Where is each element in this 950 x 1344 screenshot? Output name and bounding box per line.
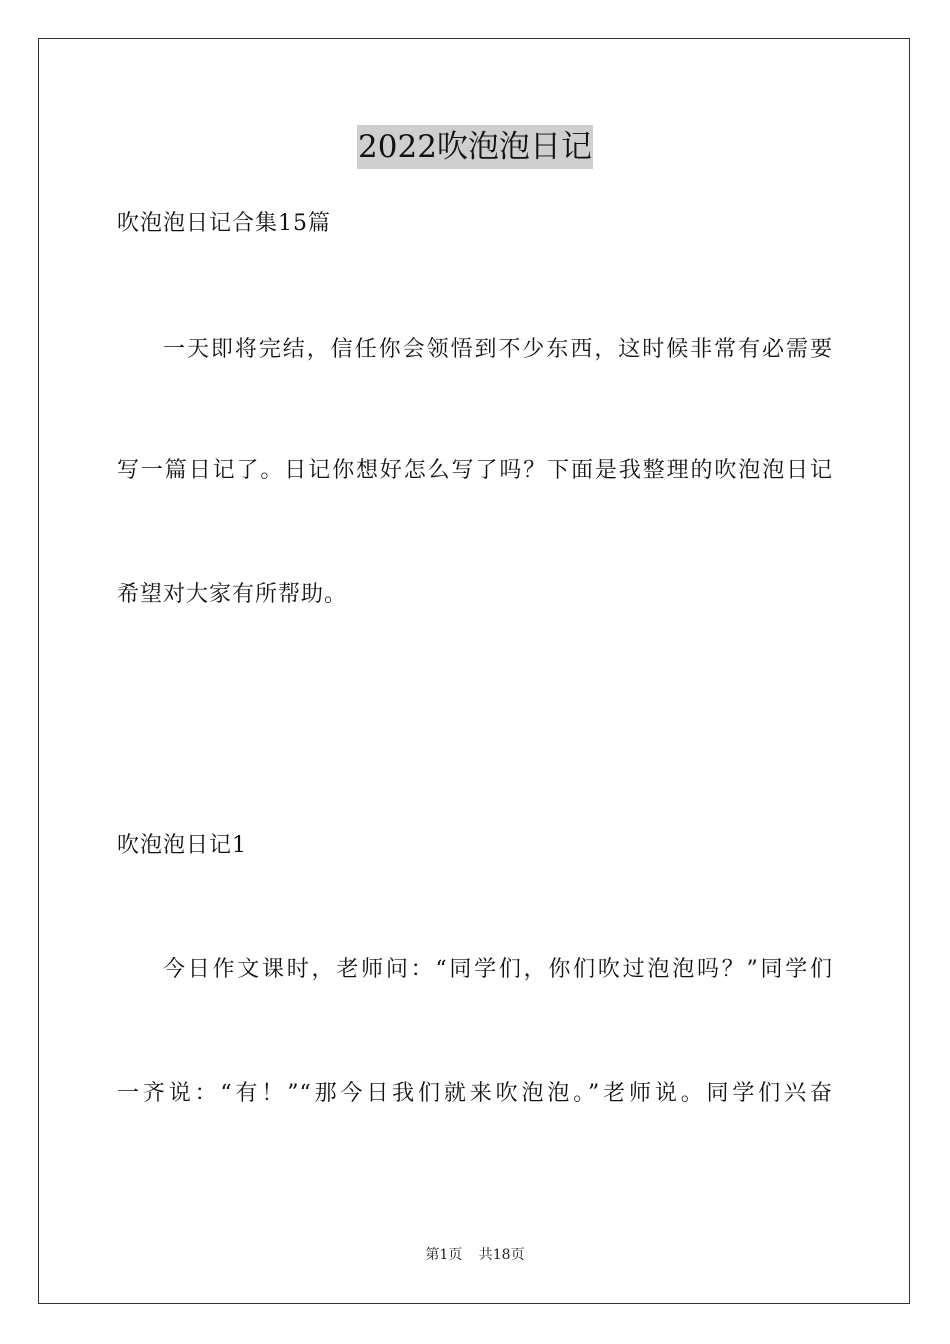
total-pages: 共18页 bbox=[478, 1247, 525, 1263]
body-paragraph-line-1: 今日作文课时，老师问：“同学们，你们吹过泡泡吗？”同学们 bbox=[163, 957, 833, 982]
intro-paragraph-line-1: 一天即将完结，信任你会领悟到不少东西，这时候非常有必需要 bbox=[163, 337, 833, 362]
title-container bbox=[0, 125, 950, 169]
page-footer bbox=[0, 1245, 950, 1265]
intro-paragraph-line-2: 写一篇日记了。日记你想好怎么写了吗？下面是我整理的吹泡泡日记 bbox=[117, 458, 833, 483]
document-title: 2022吹泡泡日记 bbox=[357, 125, 593, 169]
page-number: 第1页 bbox=[425, 1247, 463, 1263]
document-subtitle: 吹泡泡日记合集15篇 bbox=[117, 211, 331, 236]
section-heading: 吹泡泡日记1 bbox=[117, 833, 247, 858]
intro-paragraph-line-3: 希望对大家有所帮助。 bbox=[117, 582, 348, 607]
body-paragraph-line-2: 一齐说：“有！”“那今日我们就来吹泡泡。”老师说。同学们兴奋 bbox=[117, 1081, 833, 1106]
